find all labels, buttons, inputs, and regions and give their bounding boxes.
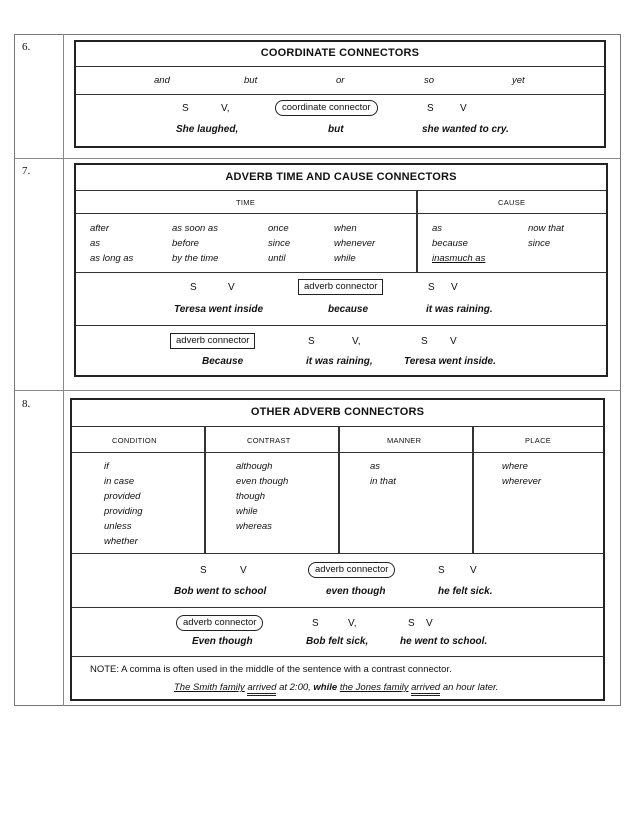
subject-label: S (428, 282, 435, 293)
verb-label: V, (221, 103, 230, 114)
note-connector: while (313, 682, 338, 693)
connector-word: although (236, 461, 273, 472)
connector-word: but (244, 75, 258, 86)
connector-word: until (268, 253, 286, 264)
connector-word: whenever (334, 238, 376, 249)
example-connector: Because (202, 356, 244, 367)
adverb-connector-label: adverb connector (176, 615, 263, 631)
subject-label: S (427, 103, 434, 114)
verb-label: V, (348, 618, 357, 629)
verb-label: V (451, 282, 458, 293)
connector-word: as (370, 461, 381, 472)
subject-label: S (190, 282, 197, 293)
note-verb: arrived (247, 682, 276, 696)
place-header: PLACE (525, 436, 552, 445)
connector-word: wherever (502, 476, 542, 487)
cause-header: CAUSE (498, 198, 526, 207)
note-text: NOTE: A comma is often used in the middle of the sentence with a contrast connector. (90, 664, 452, 675)
coordinate-connectors-box (74, 40, 606, 148)
connector-word: provided (104, 491, 141, 502)
example-connector: but (328, 124, 344, 135)
row-divider (14, 390, 621, 391)
connector-word: now that (528, 223, 564, 234)
example-connector: because (328, 304, 369, 315)
column-divider (63, 34, 64, 706)
verb-label: V (240, 565, 247, 576)
subject-label: S (421, 336, 428, 347)
connector-word: inasmuch as (432, 253, 486, 264)
connector-word: after (90, 223, 110, 234)
contrast-header: CONTRAST (247, 436, 291, 445)
adverb-connector-label: adverb connector (308, 562, 395, 578)
note-example (174, 682, 498, 693)
connector-word: since (528, 238, 551, 249)
note-text-fragment: an hour later. (442, 682, 499, 693)
connector-word: as long as (90, 253, 134, 264)
verb-label: V, (352, 336, 361, 347)
connector-word: as (90, 238, 101, 249)
connector-word: as soon as (172, 223, 218, 234)
box-title: ADVERB TIME AND CAUSE CONNECTORS (225, 171, 457, 183)
example-clause: she wanted to cry. (422, 124, 509, 135)
connector-word: if (104, 461, 109, 472)
example-clause: he felt sick. (438, 586, 493, 597)
coordinate-connector-label: coordinate connector (275, 100, 378, 116)
connector-word: before (172, 238, 199, 249)
verb-label: V (450, 336, 457, 347)
adverb-connector-label: adverb connector (298, 279, 383, 295)
connector-word: when (334, 223, 357, 234)
condition-header: CONDITION (112, 436, 157, 445)
row-divider (14, 158, 621, 159)
example-clause: Teresa went inside (174, 304, 264, 315)
example-clause: She laughed, (176, 124, 239, 135)
subject-label: S (438, 565, 445, 576)
time-header: TIME (236, 198, 256, 207)
row-number: 7. (22, 165, 31, 177)
note-subject: The Smith family (174, 682, 245, 693)
subject-label: S (182, 103, 189, 114)
connector-word: by the time (172, 253, 219, 264)
example-connector: even though (326, 586, 386, 597)
time-cause-connectors-box (74, 163, 608, 377)
connector-word: so (424, 75, 435, 86)
subject-label: S (200, 565, 207, 576)
note-subject: the Jones family (339, 682, 409, 693)
verb-label: V (470, 565, 477, 576)
verb-label: V (228, 282, 235, 293)
adverb-connector-label: adverb connector (170, 333, 255, 349)
example-clause: Bob felt sick, (306, 636, 369, 647)
manner-header: MANNER (387, 436, 422, 445)
connector-word: even though (236, 476, 289, 487)
connector-word: as (432, 223, 443, 234)
subject-label: S (408, 618, 415, 629)
connector-word: providing (104, 506, 143, 517)
verb-label: V (460, 103, 467, 114)
connector-word: where (502, 461, 528, 472)
connector-word: whether (104, 536, 138, 547)
example-clause: it was raining. (426, 304, 493, 315)
subject-label: S (312, 618, 319, 629)
connector-word: since (268, 238, 291, 249)
connector-word: and (154, 75, 170, 86)
example-clause: Teresa went inside. (404, 356, 496, 367)
row-number: 6. (22, 41, 31, 53)
subject-label: S (308, 336, 315, 347)
connector-word: because (432, 238, 468, 249)
other-adverb-connectors-box (70, 398, 605, 701)
box-title: COORDINATE CONNECTORS (260, 47, 420, 59)
connector-word: in case (104, 476, 135, 487)
connector-word: while (334, 253, 356, 264)
example-clause: he went to school. (400, 636, 488, 647)
connector-word: once (268, 223, 289, 234)
example-clause: Bob went to school (174, 586, 267, 597)
connector-word: whereas (236, 521, 272, 532)
example-connector: Even though (192, 636, 253, 647)
connector-word: though (236, 491, 266, 502)
verb-label: V (426, 618, 433, 629)
row-number: 8. (22, 398, 31, 410)
connector-word: or (336, 75, 345, 86)
connector-word: yet (512, 75, 525, 86)
connector-word: while (236, 506, 258, 517)
note-text-fragment: at 2:00, (279, 682, 311, 693)
connector-word: in that (370, 476, 396, 487)
box-title: OTHER ADVERB CONNECTORS (250, 406, 425, 418)
example-clause: it was raining, (306, 356, 373, 367)
note-verb: arrived (411, 682, 440, 696)
connector-word: unless (104, 521, 132, 532)
